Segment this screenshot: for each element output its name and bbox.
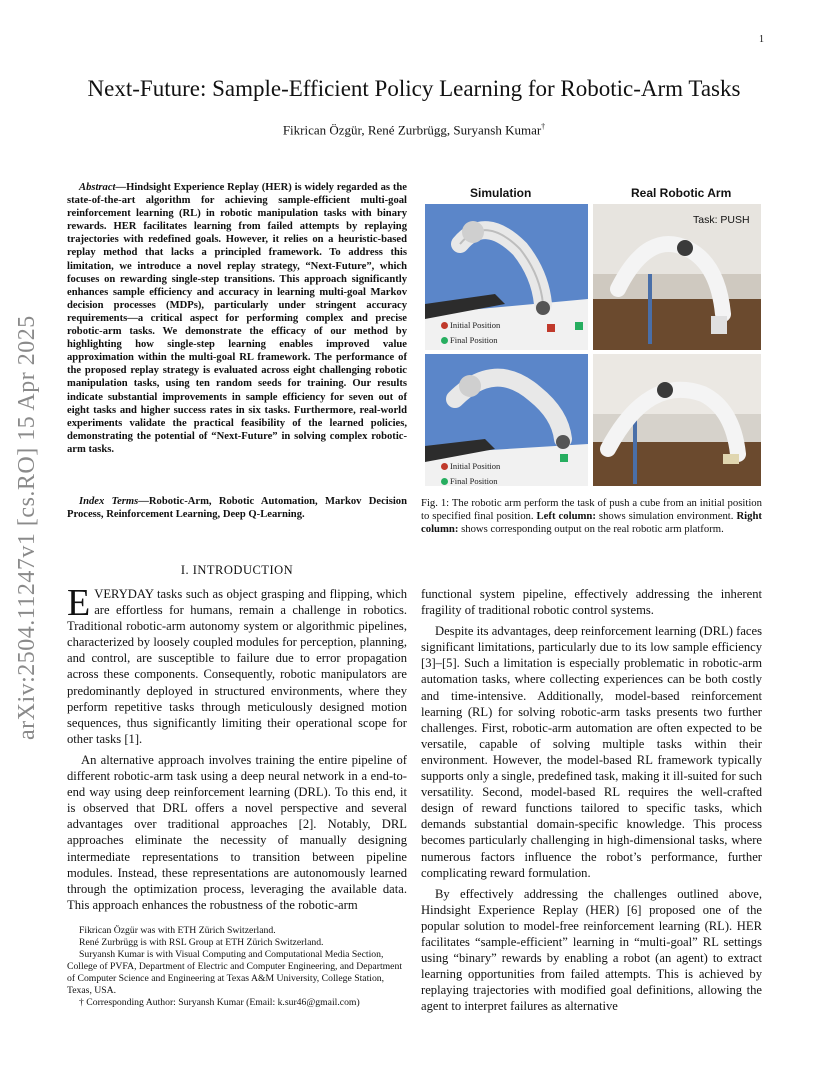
footnote: René Zurbrügg is with RSL Group at ETH Zürich Switzerland. [79,937,324,948]
figure-col-simulation: Simulation [470,186,532,200]
caption-left-bold: Left column: [536,510,596,523]
footnotes [67,925,407,1009]
author-names: Fikrican Özgür, René Zurbrügg, Suryansh Kumar [282,122,542,138]
intro-paragraph-5: By effectively addressing the challenges outlined above, Hindsight Experience Replay (HER) [6] proposed one of the popular solution to model-free reinforcement learning (RL). HER facilitates “sample-efficient” learning in “multi-goal” RL settings using “binary” rewards by enabling a robot (an agent) to extract learning opportunities from failed attempts. This is achieved by replaying trajectories with modified goal definitions, allowing the agent to interpret failures as alternative [421,886,762,1014]
abstract-label: Abstract [79,182,116,193]
index-terms-label: Index Terms [79,496,139,507]
legend-final-label: Final Position [450,335,498,345]
footnote: Fikrican Özgür was with ETH Zürich Switzerland. [79,925,276,936]
caption-right-text: shows corresponding output on the real robotic arm platform. [458,523,724,536]
figure-caption [421,497,762,537]
final-dot [441,478,448,485]
caption-right-bold: Right column: [421,510,762,536]
task-label: Task: PUSH [693,214,750,226]
legend-initial-top [441,320,500,330]
intro-paragraph-1 [67,582,407,747]
initial-dot [441,322,448,329]
legend-final-top [441,335,497,345]
caption-left-text: shows simulation environment. [595,510,737,523]
intro-paragraph-2: An alternative approach involves training the entire pipeline of different robotic-arm task using a deep neural network in a end-to-end way using deep reinforcement learning (DRL). To this end, it is observed that DRL offers a novel perspective and several advantages over traditional approaches [2]. Notably, DRL approaches eliminate the necessity of manually designing intermediate representations to transition between pipeline modules. Instead, these representations are autonomously learned through the optimization process, leveraging the available data. This approach enhances the robustness of the robotic-arm [67,752,407,912]
legend-final-bottom [441,476,497,486]
legend-initial-label: Initial Position [450,461,501,471]
figure-1 [425,186,761,486]
legend-final-label: Final Position [450,476,498,486]
section-heading: I. INTRODUCTION [180,563,294,577]
abstract-text: —Hindsight Experience Replay (HER) is widely regarded as the state-of-the-art algorithm for achieving sample-efficient multi-goal reinforcement learning (RL) in robotic manipulation tasks with binary rewards. HER facilitates learning from failed attempts by replaying trajectories with redefined goals. However, it relies on a heuristic-based replay method that lacks a principled framework. To address this limitation, we introduce a novel replay strategy, “Next-Future”, which focuses on rewarding single-step transitions. This approach significantly enhances sample efficiency and accuracy in learning multi-goal Markov decision processes (MDPs), particularly under stringent accuracy requirements—a critical aspect for performing complex and precise robotic-arm tasks. We demonstrate the efficacy of our method by highlighting how single-step learning enables improved value approximation within the multi-goal RL framework. The performance of the proposed replay strategy is evaluated across eight challenging robotic manipulation tasks, using ten random seeds for training. Our results indicate substantial improvements in sample efficiency for seven out of eight tasks and higher success rates in six tasks. Furthermore, real-world experiments validate the practical feasibility of the learned policies, demonstrating the potential of “Next-Future” in solving complex robotic-arm tasks. [67,182,407,455]
legend-initial-bottom [441,461,500,471]
left-column [67,582,407,918]
real-image-bottom [593,354,761,486]
paper-title: Next-Future: Sample-Efficient Policy Learning for Robotic-Arm Tasks [87,76,741,101]
right-column [421,586,762,1019]
author-mark: † [541,122,546,131]
intro-paragraph-3: functional system pipeline, effectively addressing the inherent fragility of traditional robotic control systems. [421,587,762,618]
arxiv-stamp: arXiv:2504.11247v1 [cs.RO] 15 Apr 2025 [14,315,40,740]
index-terms [67,495,407,521]
index-terms-text: —Robotic-Arm, Robotic Automation, Markov Decision Process, Reinforcement Learning, Deep Q-Learning. [67,496,407,521]
intro-p1-text: VERYDAY tasks such as object grasping and flipping, which are effortless for humans, remain a challenge in robotics. Traditional robotic-arm autonomy system or algorithmic pipelines, characterized by loosely coupled modules for perception, planning, and control, are susceptible to failure due to error propagation across these components. Consequently, robotic manipulators are predominantly deployed in structured environments, where they perform repetitive tasks through meticulously designed motion sequences, thus significantly limiting their operational scope for other tasks [1]. [67,587,407,746]
caption-prefix: Fig. 1: The robotic arm perform the task of push a cube from an initial position to specified final position. [421,497,762,523]
page-number: 1 [759,34,764,45]
drop-cap: E [67,582,91,624]
initial-dot [441,463,448,470]
author-list [40,122,788,138]
footnote: † Corresponding Author: Suryansh Kumar (Email: k.sur46@gmail.com) [79,997,360,1008]
legend-initial-label: Initial Position [450,320,501,330]
figure-col-real: Real Robotic Arm [631,186,732,200]
final-dot [441,337,448,344]
intro-paragraph-4: Despite its advantages, deep reinforcement learning (DRL) faces significant limitations, particularly due to its low sample efficiency [3]–[5]. Such a limitation is especially problematic in robotic-arm automation tasks, where collecting experiences can be both costly and time-intensive. Additionally, model-based reinforcement learning (RL) for solving robotic-arm tasks presents two further challenges. First, robotic-arm automation are often expected to be versatile, capable of solving multiple tasks within their environment. However, the model-based RL framework typically supports only a single, predefined task, making it ill-suited for such versatility. Second, model-based RL requires the well-crafted design of reward functions tailored to specific tasks, which demands substantial domain-specific knowledge. This process becomes particularly challenging in high-dimensional tasks, where numerous factors influence the robot’s performance, further complicating reward formulation. [421,624,762,880]
abstract [67,181,407,456]
footnote: Suryansh Kumar is with Visual Computing and Computational Media Section, College of PVFA, Department of Electric and Computer Engineering, and Department of Computer Science and Engineering at Texas A&M University, College Station, Texas, USA. [67,949,403,996]
